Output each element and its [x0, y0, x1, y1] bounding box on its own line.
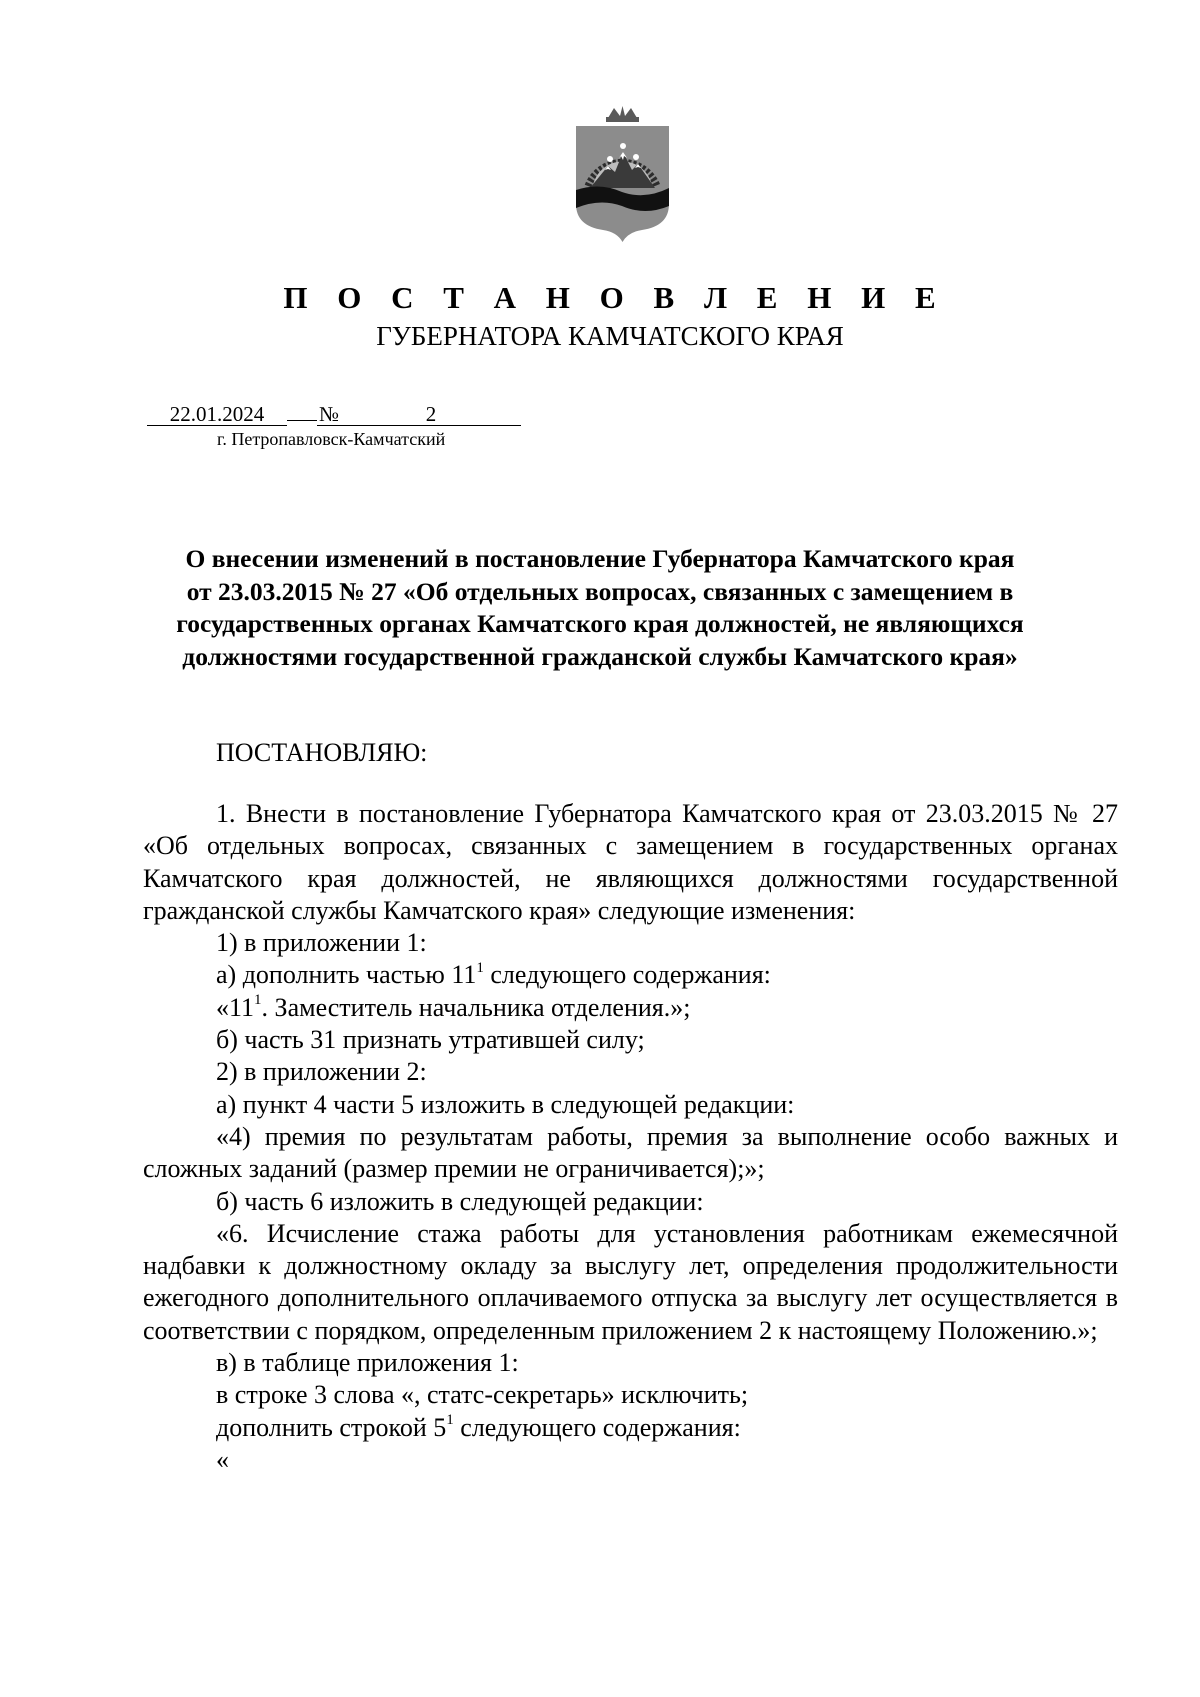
paragraph: «4) премия по результатам работы, премия за выполнение особо важных и сложных заданий (размер премии не ограничивается);»;: [143, 1121, 1118, 1184]
document-issuer: ГУБЕРНАТОРА КАМЧАТСКОГО КРАЯ: [376, 321, 844, 351]
number-label: №: [318, 402, 340, 426]
paragraph: «6. Исчисление стажа работы для установления работникам ежемесячной надбавки к должностному окладу за выслугу лет, определения продолжительности ежегодного дополнительного оплачиваемого отпуска за выслугу лет осуществляется в соответствии с порядком, определенным приложением 2 к настоящему Положению.»;: [143, 1218, 1118, 1345]
paragraph: 1) в приложении 1:: [216, 928, 427, 958]
subject-line: должностями государственной гражданской службы Камчатского края»: [182, 641, 1018, 671]
paragraph: а) дополнить частью $11^1$ следующего содержания:: [216, 959, 771, 990]
document-date: 22.01.2024: [147, 401, 287, 426]
paragraph: «$11^1$. Заместитель начальника отделения.»;: [216, 992, 691, 1022]
paragraph: в строке 3 слова «, статс-секретарь» исключить;: [216, 1380, 749, 1410]
document-number: 2: [341, 401, 521, 426]
decree-word: ПОСТАНОВЛЯЮ:: [216, 738, 428, 767]
document-body: [143, 798, 1118, 1476]
paragraph: б) часть 6 изложить в следующей редакции:: [216, 1186, 704, 1216]
paragraph: а) пункт 4 части 5 изложить в следующей редакции:: [216, 1089, 795, 1119]
paragraph: 1. Внести в постановление Губернатора Камчатского края от 23.03.2015 № 27 «Об отдельных вопросах, связанных с замещением в государственных органах Камчатского края должностей, не являющихся должностями государственной гражданской службы Камчатского края» следующие изменения:: [143, 799, 1118, 925]
paragraph: «: [216, 1444, 229, 1474]
kamchatka-coat-of-arms-icon: [570, 104, 675, 244]
paragraph: б) часть 31 признать утратившей силу;: [216, 1025, 645, 1055]
document-subject: [130, 543, 1070, 673]
subject-line: государственных органах Камчатского края должностей, не являющихся: [176, 609, 1024, 638]
paragraph: 2) в приложении 2:: [216, 1057, 427, 1087]
document-city: г. Петропавловск-Камчатский: [217, 429, 446, 449]
subject-line: О внесении изменений в постановление Губернатора Камчатского края: [185, 544, 1015, 573]
date-number-line: [147, 396, 521, 427]
paragraph: дополнить строкой $5^1$ следующего содержания:: [216, 1411, 741, 1442]
subject-line: от 23.03.2015 № 27 «Об отдельных вопросах, связанных с замещением в: [186, 576, 1014, 606]
paragraph: в) в таблице приложения 1:: [216, 1348, 519, 1378]
document-title: П О С Т А Н О В Л Е Н И Е: [283, 280, 947, 315]
